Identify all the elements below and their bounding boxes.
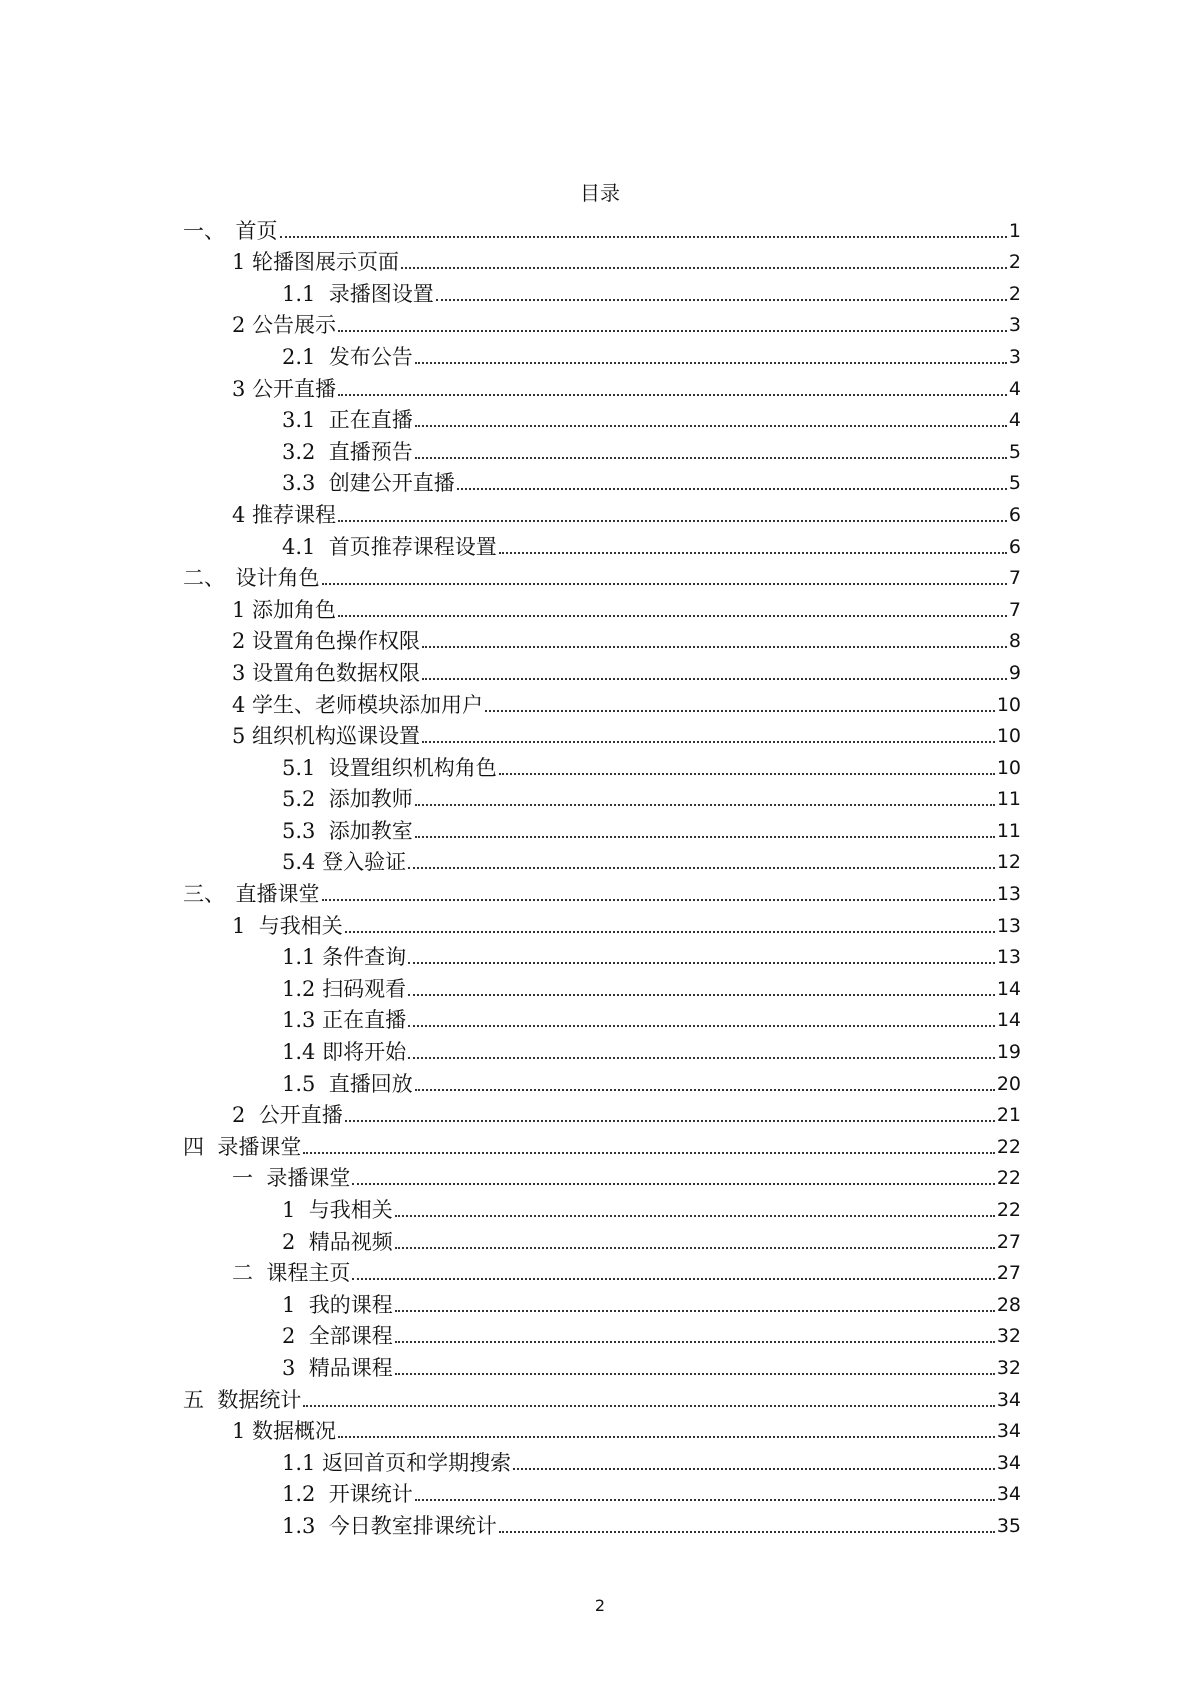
toc-entry[interactable] [0,212,1021,244]
toc-dot-leader [436,299,1007,301]
toc-entry-label: 4.1 首页推荐课程设置 [282,534,497,559]
toc-entry[interactable] [0,1413,1021,1445]
toc-entry-label: 2 公告展示 [232,313,337,338]
toc-entry[interactable] [0,528,1021,560]
toc-entry-page: 1 [1008,219,1021,242]
toc-entry[interactable] [0,275,1021,307]
toc-dot-leader [499,1531,995,1533]
toc-entry[interactable] [0,718,1021,750]
toc-entry-label: 2 公开直播 [232,1103,343,1128]
toc-entry[interactable] [0,307,1021,339]
toc-entry[interactable] [0,686,1021,718]
toc-entry[interactable] [0,244,1021,276]
toc-entry-label: 二、 设计角色 [183,566,320,591]
toc-dot-leader [408,962,995,964]
toc-entry-label: 4 学生、老师模块添加用户 [232,692,484,717]
toc-entry-label: 五 数据统计 [183,1387,302,1412]
toc-entry-page: 10 [996,693,1021,716]
toc-entry-label: 2 全部课程 [282,1324,393,1349]
toc-entry-page: 4 [1008,409,1021,432]
toc-dot-leader [322,899,995,901]
toc-entry[interactable] [0,560,1021,592]
toc-dot-leader [303,1152,994,1154]
toc-entry-label: 5 组织机构巡课设置 [232,724,421,749]
toc-dot-leader [422,741,995,743]
toc-entry[interactable] [0,844,1021,876]
toc-entry[interactable] [0,1191,1021,1223]
toc-entry[interactable] [0,1318,1021,1350]
toc-entry-page: 6 [1008,503,1021,526]
toc-dot-leader [457,488,1007,490]
toc-dot-leader [345,931,995,933]
table-of-contents [0,212,1200,1539]
toc-entry[interactable] [0,1128,1021,1160]
toc-entry-page: 34 [996,1483,1021,1506]
toc-entry[interactable] [0,1033,1021,1065]
toc-dot-leader [408,1057,995,1059]
toc-dot-leader [345,1120,995,1122]
toc-dot-leader [338,330,1007,332]
toc-entry[interactable] [0,1381,1021,1413]
toc-entry[interactable] [0,907,1021,939]
toc-entry-label: 1.4 即将开始 [282,1040,407,1065]
page-title: 目录 [580,181,620,205]
toc-dot-leader [415,836,995,838]
toc-entry-page: 4 [1008,377,1021,400]
toc-dot-leader [415,1499,995,1501]
toc-entry[interactable] [0,496,1021,528]
toc-entry-label: 2 精品视频 [282,1229,393,1254]
toc-entry[interactable] [0,1223,1021,1255]
toc-entry-label: 3 公开直播 [232,376,337,401]
toc-entry[interactable] [0,1507,1021,1539]
toc-dot-leader [422,646,1007,648]
toc-entry[interactable] [0,1160,1021,1192]
toc-dot-leader [499,552,1007,554]
toc-entry-label: 3.3 创建公开直播 [282,471,455,496]
toc-dot-leader [395,1247,995,1249]
toc-entry-label: 5.1 设置组织机构角色 [282,755,497,780]
toc-dot-leader [408,1025,995,1027]
toc-entry[interactable] [0,1444,1021,1476]
toc-dot-leader [303,1405,994,1407]
toc-dot-leader [338,394,1007,396]
toc-entry[interactable] [0,591,1021,623]
toc-entry-label: 1.1 返回首页和学期搜索 [282,1450,512,1475]
toc-entry-label: 1.3 正在直播 [282,1008,407,1033]
toc-entry-page: 13 [996,914,1021,937]
toc-entry-page: 20 [996,1072,1021,1095]
toc-entry-label: 1.2 开课统计 [282,1482,413,1507]
toc-dot-leader [352,1183,994,1185]
toc-dot-leader [395,1215,995,1217]
toc-entry-label: 一 录播课堂 [232,1166,351,1191]
toc-entry-page: 27 [996,1262,1021,1285]
toc-entry-page: 14 [996,1009,1021,1032]
toc-entry-page: 34 [996,1388,1021,1411]
toc-entry[interactable] [0,338,1021,370]
toc-entry-page: 7 [1008,598,1021,621]
toc-entry-label: 1 添加角色 [232,597,337,622]
toc-entry-label: 3 精品课程 [282,1355,393,1380]
toc-entry-label: 一、 首页 [183,218,278,243]
toc-entry-page: 2 [1008,251,1021,274]
toc-entry-page: 32 [996,1325,1021,1348]
toc-entry[interactable] [0,749,1021,781]
toc-entry-label: 3 设置角色数据权限 [232,660,421,685]
toc-entry[interactable] [0,433,1021,465]
toc-entry-page: 34 [996,1420,1021,1443]
toc-entry-page: 12 [996,851,1021,874]
toc-entry-label: 2.1 发布公告 [282,344,413,369]
toc-dot-leader [408,994,995,996]
toc-dot-leader [280,236,1007,238]
toc-entry-page: 13 [996,946,1021,969]
toc-entry-page: 10 [996,756,1021,779]
toc-entry-label: 2 设置角色操作权限 [232,629,421,654]
toc-entry[interactable] [0,1065,1021,1097]
toc-entry[interactable] [0,402,1021,434]
toc-entry-page: 14 [996,977,1021,1000]
page-number: 2 [594,1596,606,1615]
toc-dot-leader [415,362,1007,364]
toc-entry-page: 7 [1008,567,1021,590]
toc-entry-label: 1 与我相关 [282,1198,393,1222]
toc-entry-page: 27 [996,1230,1021,1253]
toc-entry-label: 四 录播课堂 [183,1134,302,1159]
toc-entry-page: 22 [996,1135,1021,1158]
toc-dot-leader [422,678,1007,680]
toc-dot-leader [395,1341,995,1343]
toc-entry[interactable] [0,654,1021,686]
toc-entry[interactable] [0,812,1021,844]
toc-entry-label: 1.3 今日教室排课统计 [282,1513,497,1538]
toc-entry-label: 三、 直播课堂 [183,882,320,907]
toc-dot-leader [499,773,995,775]
toc-entry[interactable] [0,1286,1021,1318]
toc-entry-label: 1 与我相关 [232,913,343,938]
toc-entry-label: 1 我的课程 [282,1292,393,1317]
toc-entry-page: 3 [1008,345,1021,368]
toc-dot-leader [485,710,995,712]
toc-dot-leader [415,457,1007,459]
toc-entry-page: 9 [1008,661,1021,684]
toc-entry-page: 6 [1008,535,1021,558]
toc-entry[interactable] [0,1349,1021,1381]
toc-entry-label: 1 轮播图展示页面 [232,250,400,275]
toc-entry[interactable] [0,970,1021,1002]
toc-dot-leader [401,267,1007,269]
toc-entry-label: 5.4 登入验证 [282,850,407,875]
toc-entry-page: 10 [996,725,1021,748]
toc-dot-leader [408,867,995,869]
toc-entry-page: 32 [996,1356,1021,1379]
toc-entry-label: 1.1 录播图设置 [282,281,434,306]
toc-entry[interactable] [0,1255,1021,1287]
toc-entry-label: 1.5 直播回放 [282,1071,413,1096]
toc-entry-label: 二 课程主页 [232,1261,351,1286]
toc-entry-label: 1 数据概况 [232,1419,337,1444]
toc-dot-leader [338,1436,995,1438]
toc-dot-leader [338,520,1007,522]
toc-entry-label: 3.1 正在直播 [282,408,413,433]
toc-entry-label: 5.2 添加教师 [282,787,413,812]
toc-entry[interactable] [0,875,1021,907]
toc-dot-leader [513,1468,995,1470]
toc-dot-leader [415,804,995,806]
toc-entry-page: 3 [1008,314,1021,337]
toc-entry-page: 21 [996,1104,1021,1127]
toc-dot-leader [352,1278,994,1280]
toc-entry-label: 1.1 条件查询 [282,945,407,970]
toc-dot-leader [415,425,1007,427]
toc-dot-leader [338,615,1007,617]
toc-entry[interactable] [0,939,1021,971]
toc-entry[interactable] [0,1097,1021,1129]
toc-entry[interactable] [0,1002,1021,1034]
toc-entry-label: 3.2 直播预告 [282,439,413,464]
toc-entry-page: 35 [996,1514,1021,1537]
toc-entry-page: 22 [996,1167,1021,1190]
toc-dot-leader [395,1373,995,1375]
toc-entry-page: 8 [1008,630,1021,653]
toc-entry-page: 22 [996,1199,1021,1221]
toc-dot-leader [395,1310,995,1312]
toc-entry[interactable] [0,465,1021,497]
toc-entry-label: 4 推荐课程 [232,502,337,527]
toc-entry[interactable] [0,623,1021,655]
toc-entry-page: 19 [996,1041,1021,1064]
toc-entry-page: 5 [1008,440,1021,463]
toc-entry-page: 34 [996,1451,1021,1474]
toc-entry[interactable] [0,1476,1021,1508]
toc-entry[interactable] [0,370,1021,402]
toc-entry[interactable] [0,781,1021,813]
toc-entry-page: 28 [996,1293,1021,1316]
toc-entry-label: 5.3 添加教室 [282,818,413,843]
toc-entry-page: 2 [1008,282,1021,305]
toc-entry-page: 5 [1008,472,1021,495]
toc-entry-page: 11 [996,788,1021,811]
toc-entry-page: 11 [996,819,1021,842]
toc-dot-leader [415,1089,995,1091]
toc-dot-leader [322,583,1007,585]
toc-entry-page: 13 [996,883,1021,906]
toc-entry-label: 1.2 扫码观看 [282,976,407,1001]
